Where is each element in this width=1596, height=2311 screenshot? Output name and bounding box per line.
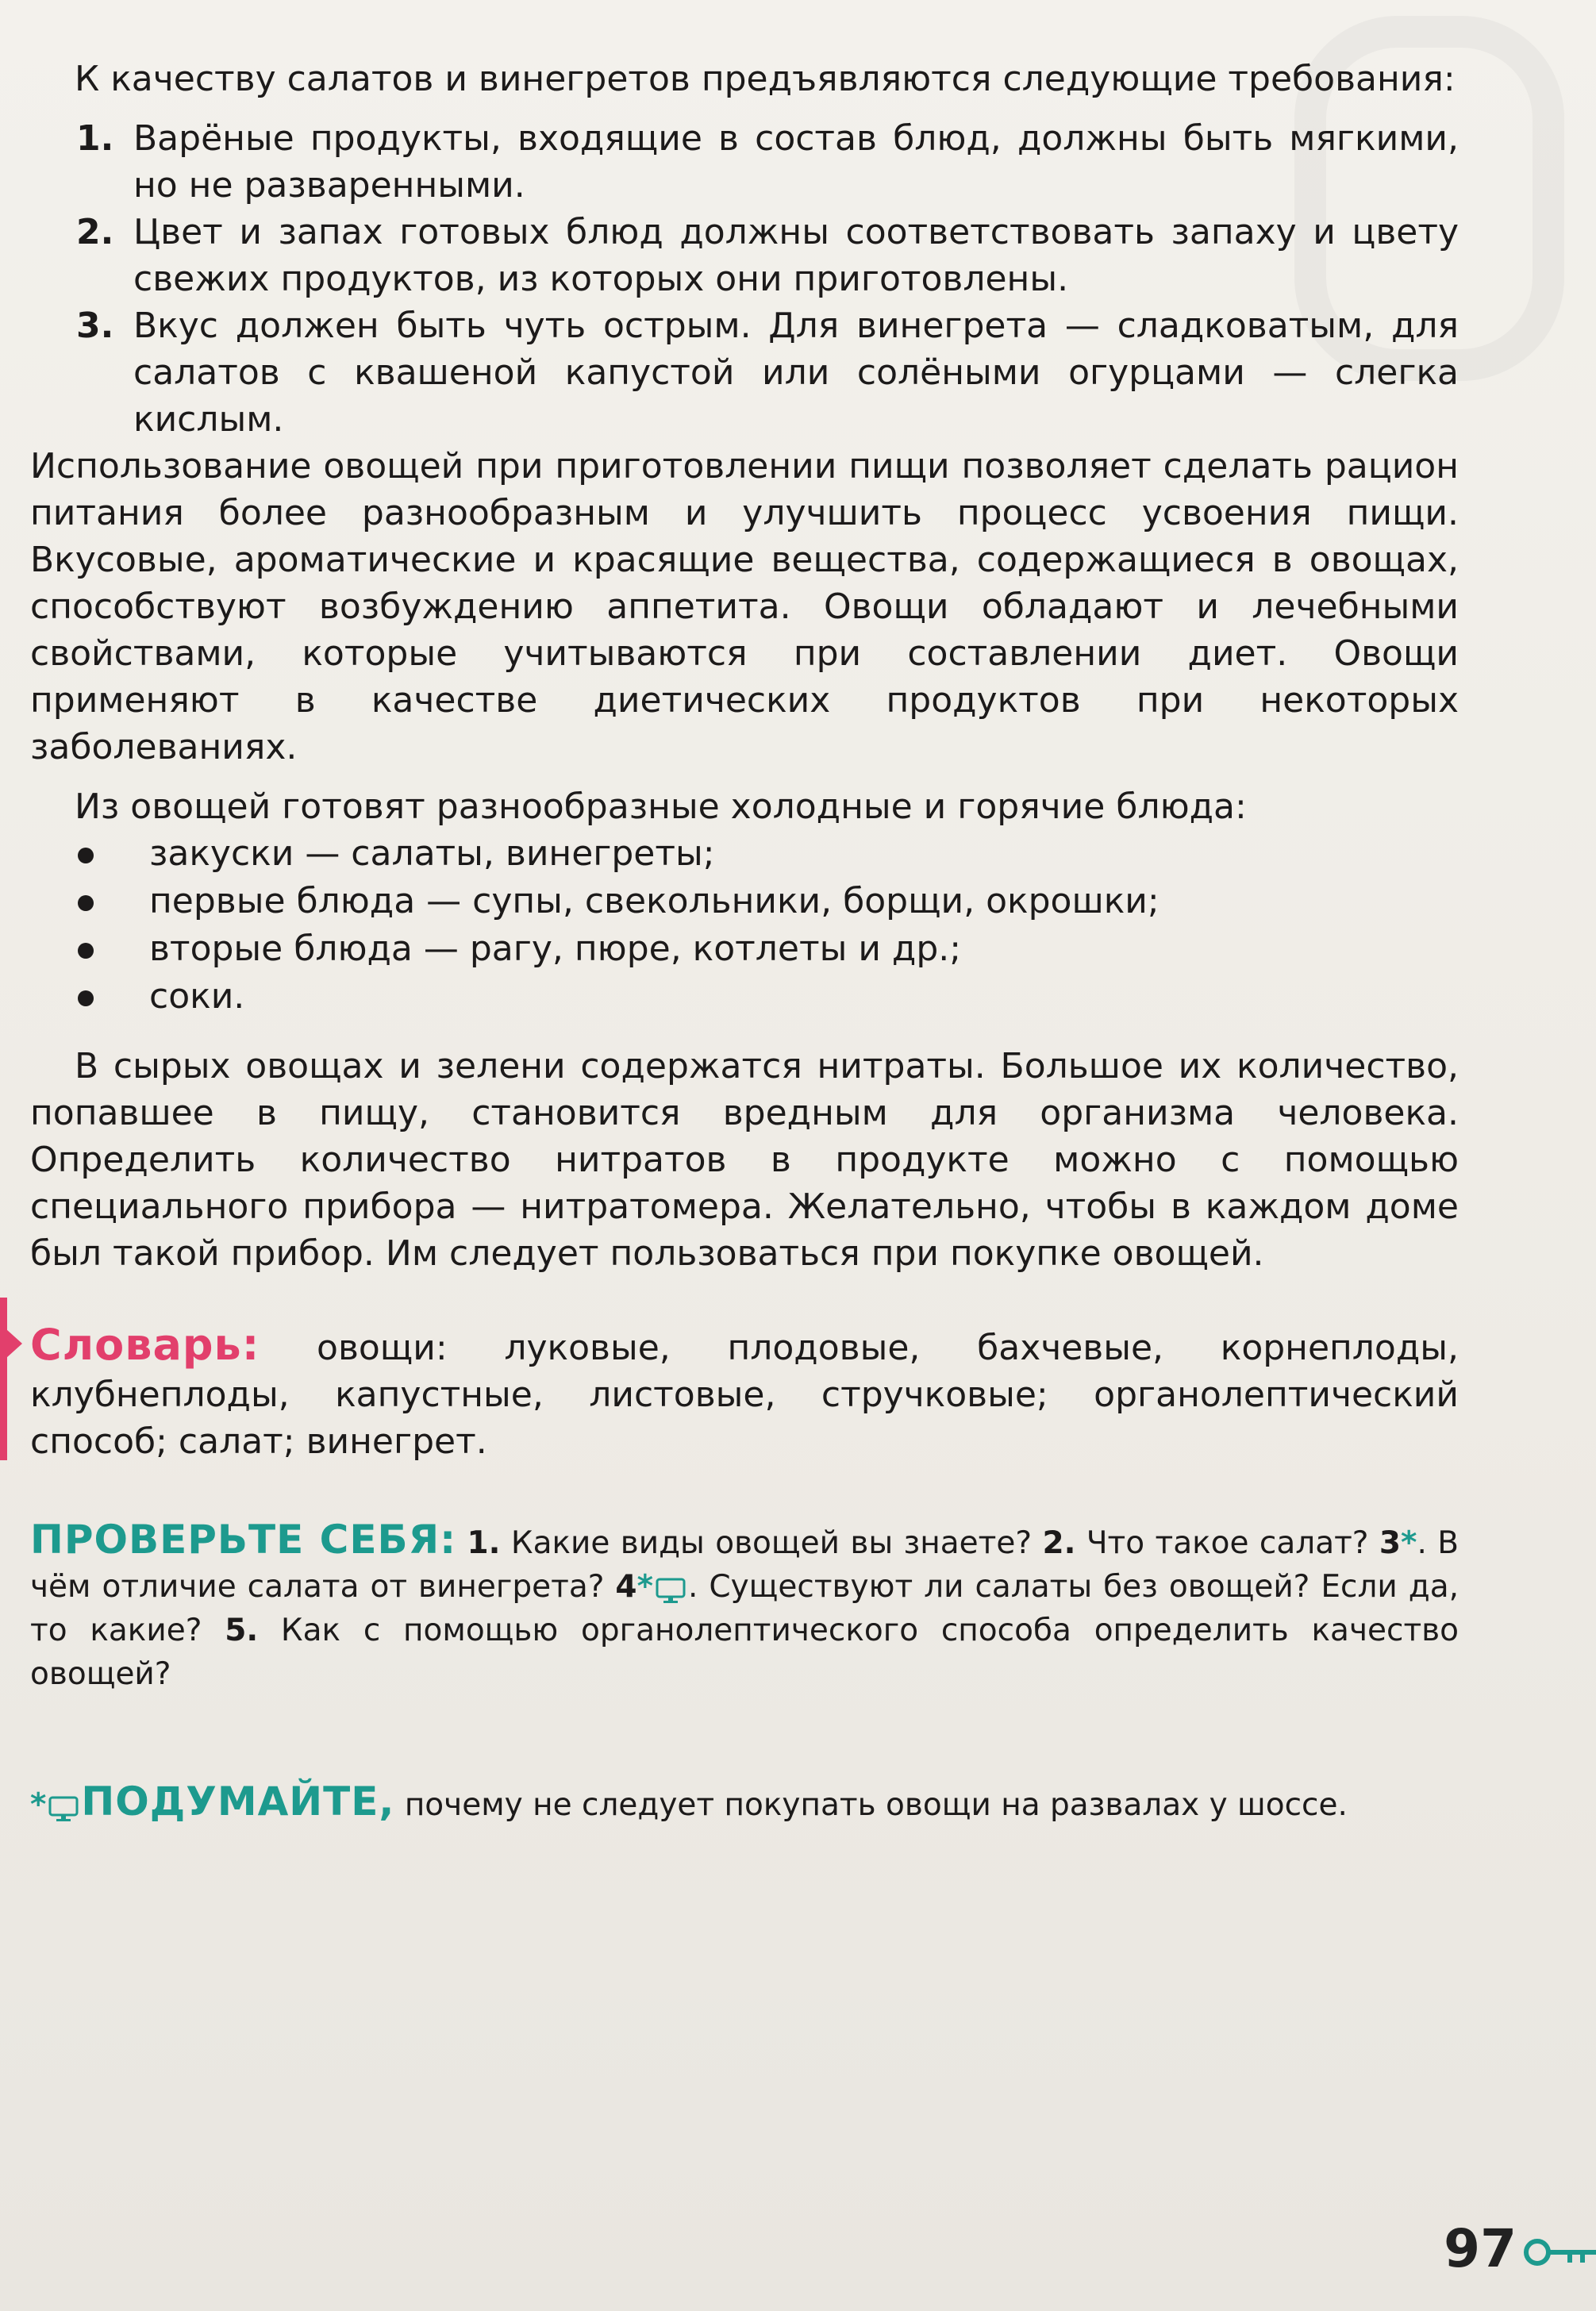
dish-item	[30, 925, 1459, 973]
question-text: . В чём отличие салата от винегрета?	[30, 1525, 1459, 1605]
dictionary-title: Словарь:	[30, 1320, 260, 1370]
dictionary-box	[30, 1321, 1459, 1465]
requirement-text: Цвет и запах готовых блюд должны соответствовать запаху и цвету свежих продуктов, из которых они приготовлены.	[133, 212, 1459, 299]
requirement-number: 2.	[76, 212, 114, 252]
check-yourself-section	[30, 1518, 1459, 1696]
dish-text: первые блюда — супы, свекольники, борщи, окрошки;	[149, 881, 1160, 921]
requirement-text: Вкус должен быть чуть острым. Для винегрета — сладковатым, для салатов с квашеной капустой или солёными огурцами — слегка кислым.	[133, 306, 1459, 440]
check-title: ПРОВЕРЬТЕ СЕБЯ:	[30, 1517, 457, 1563]
usage-paragraph: Использование овощей при приготовлении пищи позволяет сделать рацион питания более разнообразным и улучшить процесс усвоения пищи. Вкусовые, ароматические и красящие вещества, содержащиеся в овощах, способствуют возбуждению аппетита. Овощи обладают и лечебными свойствами, которые учитываются при составлении диет. Овощи применяют в качестве диетических продуктов при некоторых заболеваниях.	[30, 446, 1459, 767]
intro-paragraph: К качеству салатов и винегретов предъявляются следующие требования:	[75, 59, 1456, 99]
question-number: 2.	[1042, 1525, 1076, 1561]
think-section	[30, 1780, 1459, 1827]
requirement-item	[30, 209, 1459, 302]
question-number: 3	[1379, 1525, 1402, 1561]
question-text: Что такое салат?	[1086, 1525, 1369, 1561]
bullet-icon	[78, 943, 94, 959]
bullet-icon	[78, 990, 94, 1006]
dish-text: закуски — салаты, винегреты;	[149, 833, 715, 874]
dish-item	[30, 830, 1459, 878]
dish-item	[30, 878, 1459, 925]
bullet-icon	[78, 848, 94, 863]
question-text: . Существуют ли салаты без овощей? Если да, то какие?	[30, 1569, 1459, 1648]
dish-text: вторые блюда — рагу, пюре, котлеты и др.;	[149, 929, 962, 969]
think-text: почему не следует покупать овощи на развалах у шоссе.	[404, 1787, 1348, 1823]
requirement-number: 3.	[76, 306, 114, 346]
think-title: ПОДУМАЙТЕ,	[81, 1778, 395, 1825]
bullet-icon	[78, 895, 94, 911]
dictionary-text: овощи: луковые, плодовые, бахчевые, корнеплоды, клубнеплоды, капустные, листовые, стручковые; органолептический способ; салат; винегрет.	[30, 1328, 1459, 1462]
question-text: Какие виды овощей вы знаете?	[510, 1525, 1033, 1561]
requirement-item	[30, 302, 1459, 443]
computer-monitor-icon	[655, 1573, 686, 1600]
dictionary-marker	[0, 1298, 7, 1460]
question-text: Как с помощью органолептического способа определить качество овощей?	[30, 1613, 1459, 1692]
key-icon	[1520, 2235, 1596, 2270]
page-number: 97	[1444, 2218, 1517, 2279]
star-mark: *	[636, 1569, 653, 1605]
question-number: 5.	[225, 1613, 259, 1648]
dishes-intro: Из овощей готовят разнообразные холодные и горячие блюда:	[75, 786, 1247, 827]
nitrates-paragraph: В сырых овощах и зелени содержатся нитраты. Большое их количество, попавшее в пищу, становится вредным для организма человека. Определить количество нитратов в продукте можно с помощью специального прибора — нитратомера. Желательно, чтобы в каждом доме был такой прибор. Им следует пользоваться при покупке овощей.	[30, 1046, 1459, 1274]
computer-monitor-icon	[48, 1791, 79, 1818]
star-mark: *	[1401, 1525, 1417, 1561]
dictionary-marker-notch	[6, 1329, 22, 1358]
page-content	[30, 56, 1459, 1858]
question-number: 4	[615, 1569, 637, 1605]
star-mark: *	[30, 1787, 47, 1823]
requirement-number: 1.	[76, 118, 114, 159]
dictionary-paragraph	[30, 1321, 1459, 1465]
requirement-item	[30, 115, 1459, 209]
dishes-list	[30, 830, 1459, 1021]
dish-item	[30, 973, 1459, 1021]
dish-text: соки.	[149, 976, 245, 1017]
requirements-list	[30, 115, 1459, 443]
question-number: 1.	[467, 1525, 501, 1561]
requirement-text: Варёные продукты, входящие в состав блюд, должны быть мягкими, но не разваренными.	[133, 118, 1459, 206]
